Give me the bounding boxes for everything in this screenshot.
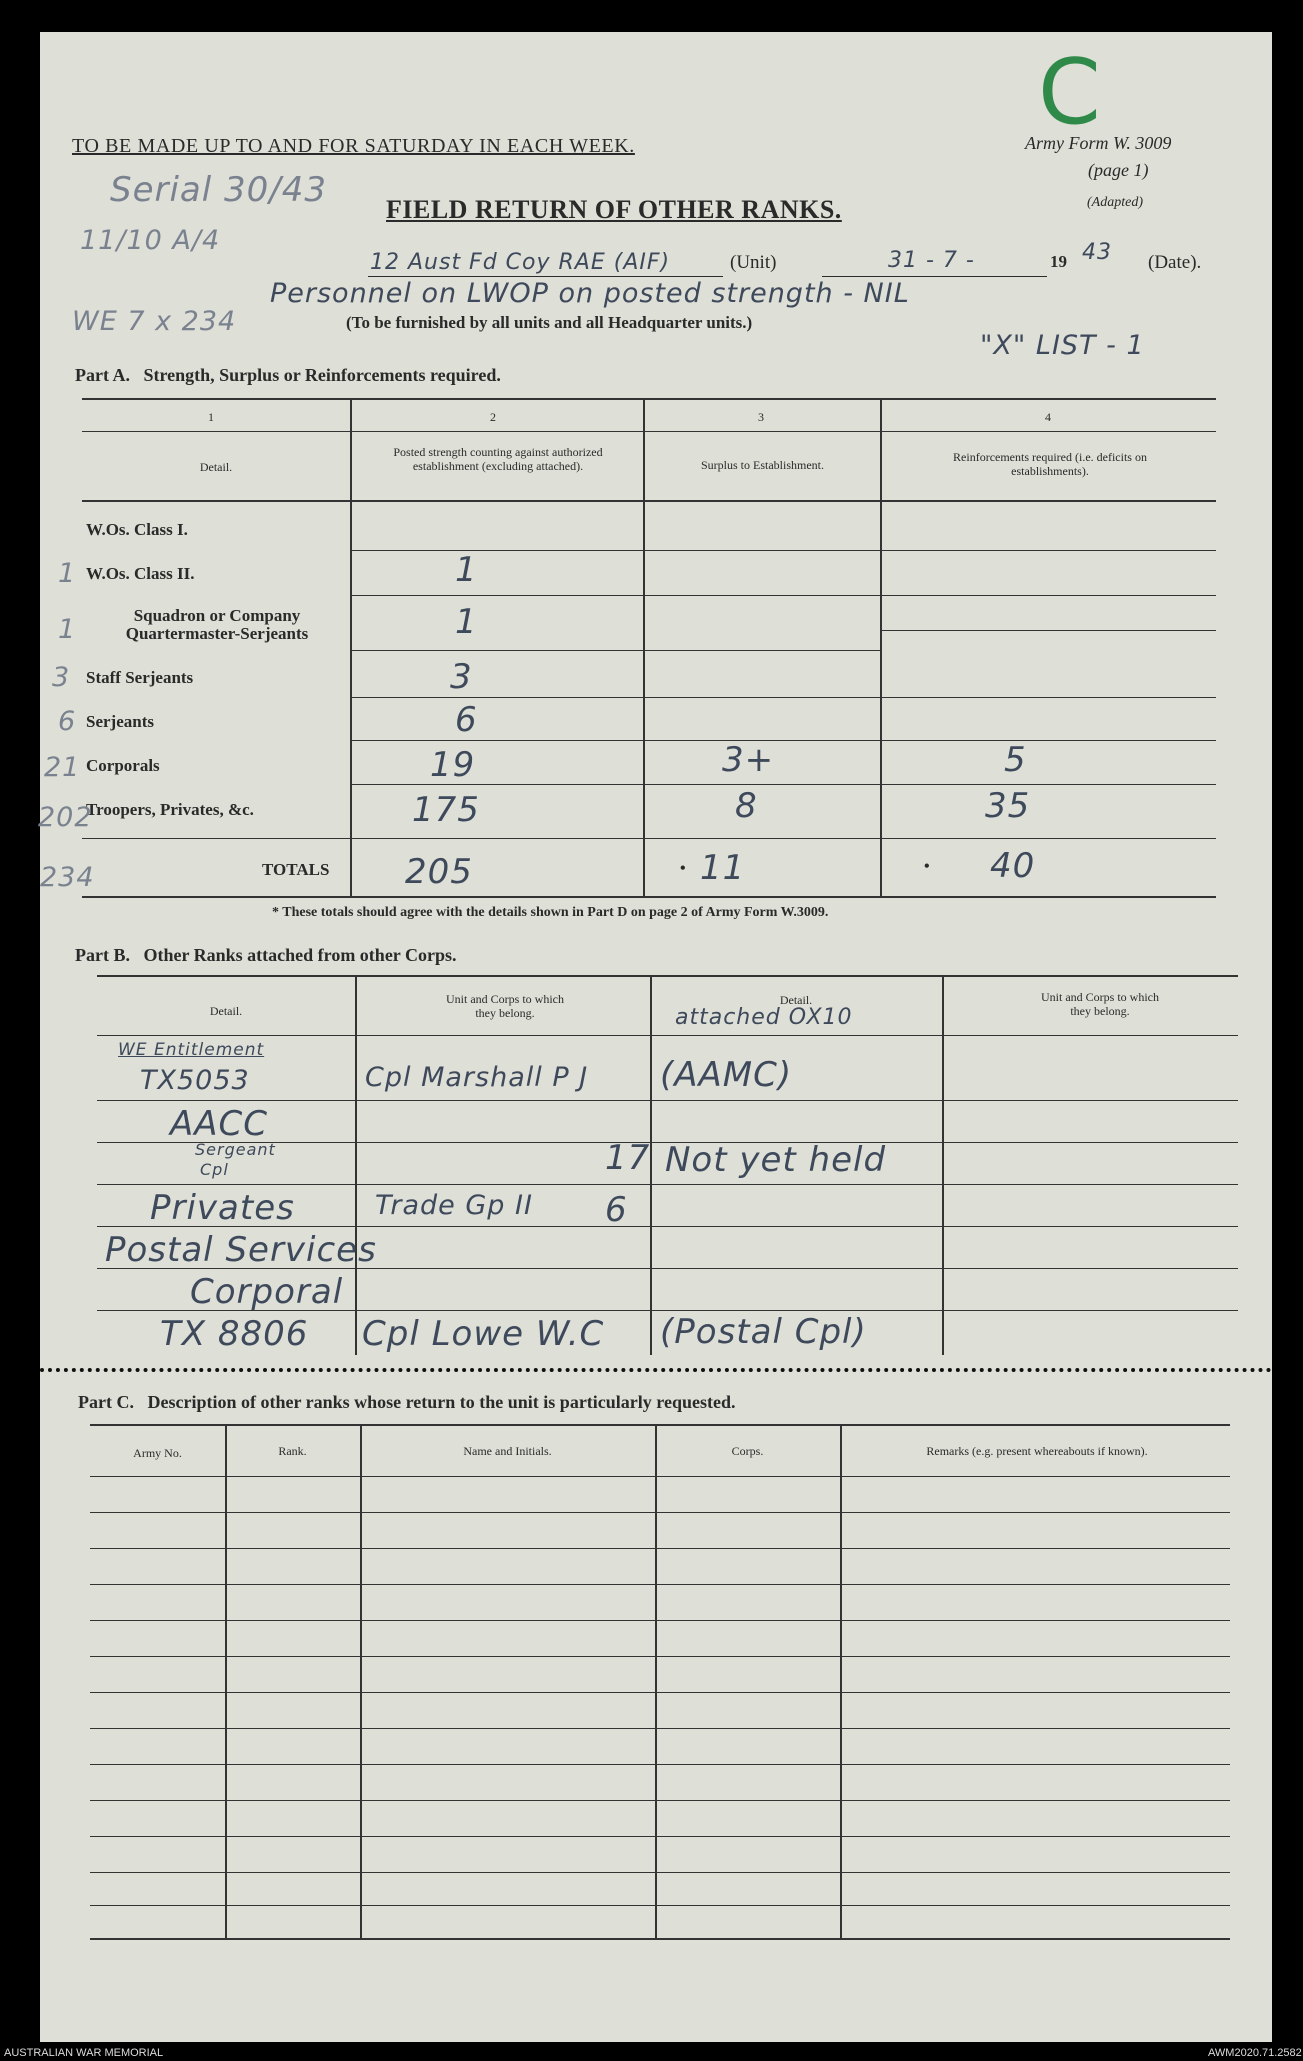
- part-a-col-divider-2: [643, 398, 645, 898]
- row-label: Squadron or Company Quartermaster-Serjeants: [125, 606, 309, 643]
- handwritten-cpl-lowe: Cpl Lowe W.C: [362, 1314, 605, 1354]
- part-c-col-divider-3: [655, 1424, 657, 1940]
- handwritten-we-entitlement: WE Entitlement: [118, 1040, 265, 1060]
- margin-tally: 6: [58, 706, 77, 737]
- margin-tally: 21: [44, 752, 81, 783]
- part-a-top-rule: [82, 398, 1216, 400]
- totals-label: TOTALS: [262, 860, 330, 879]
- col-number: 1: [208, 410, 214, 424]
- handwritten-unit: 12 Aust Fd Coy RAE (AIF): [370, 250, 671, 275]
- handwritten-year: 43: [1082, 240, 1112, 265]
- ruled-row: [90, 1764, 1230, 1765]
- part-c-top-rule: [90, 1424, 1230, 1426]
- margin-tally: 1: [58, 614, 77, 645]
- handwritten-tx8806: TX 8806: [160, 1314, 309, 1354]
- ruled-row: [90, 1800, 1230, 1801]
- ruled-row: [90, 1620, 1230, 1621]
- ruled-row: [90, 1905, 1230, 1906]
- row-label: Serjeants: [86, 712, 154, 731]
- ruled-row: [90, 1656, 1230, 1657]
- date-dotline: [822, 276, 1047, 277]
- row-label: Staff Serjeants: [86, 668, 194, 687]
- reinforcement-value: 5: [1004, 740, 1027, 780]
- part-c-col-header: Remarks (e.g. present whereabouts if known).: [926, 1444, 1148, 1458]
- reinforcement-total: 40: [990, 846, 1036, 886]
- handwritten-date: 31 - 7 -: [888, 248, 975, 273]
- ruled-row: [90, 1836, 1230, 1837]
- surplus-value: 8: [735, 786, 758, 826]
- part-b-col-divider-1: [355, 975, 357, 1355]
- row-label: Corporals: [86, 756, 160, 775]
- part-b-col-header: Detail.: [209, 1004, 243, 1018]
- handwritten-aacc: AACC: [170, 1104, 268, 1144]
- part-b-col-divider-2: [650, 975, 652, 1355]
- posted-value: 6: [455, 700, 478, 740]
- part-b-head-rule: [97, 1035, 1238, 1036]
- handwritten-trade-group: Trade Gp II: [375, 1190, 533, 1221]
- handwritten-we-note: WE 7 x 234: [72, 306, 237, 337]
- handwritten-cpl: Cpl: [200, 1160, 229, 1179]
- handwritten-count-17: 17: [605, 1138, 651, 1178]
- margin-tally: 202: [38, 802, 93, 833]
- margin-tally: 3: [52, 662, 71, 693]
- handwritten-tx-number: TX5053: [140, 1065, 250, 1096]
- handwritten-corner-mark: C: [1038, 40, 1102, 145]
- ruled-row: [90, 1512, 1230, 1513]
- unit-label: (Unit): [730, 252, 777, 273]
- ruled-row: [90, 1476, 1230, 1477]
- col-header-posted: Posted strength counting against authorized establishment (excluding attached).: [393, 445, 603, 473]
- posted-value: 19: [430, 745, 476, 785]
- form-reference: Army Form W. 3009: [1025, 133, 1172, 153]
- col-number: 3: [758, 410, 764, 424]
- col-number: 2: [490, 410, 496, 424]
- part-a-col-divider-3: [880, 398, 882, 898]
- footer-accession-number: AWM2020.71.2582: [1208, 2047, 1302, 2059]
- part-b-col-header: Unit and Corps to which they belong.: [1041, 990, 1159, 1018]
- handwritten-ref: 11/10 A/4: [80, 225, 221, 256]
- row-rule: [350, 595, 1216, 596]
- margin-tally: 234: [40, 862, 95, 893]
- part-c-col-divider-2: [360, 1424, 362, 1940]
- posted-value: 3: [450, 657, 473, 697]
- part-b-col-header: Unit and Corps to which they belong.: [446, 992, 564, 1020]
- surplus-value: 3+: [722, 740, 775, 780]
- row-rule: [97, 1100, 1238, 1101]
- col-number: 4: [1045, 410, 1051, 424]
- part-a-col-divider-1: [350, 398, 352, 898]
- part-b-col-header: Detail.: [779, 993, 813, 1007]
- handwritten-x-list: "X" LIST - 1: [980, 330, 1145, 361]
- posted-total: 205: [405, 852, 473, 892]
- handwritten-cpl-marshall: Cpl Marshall P J: [365, 1062, 589, 1093]
- adapted-label: (Adapted): [1087, 195, 1143, 210]
- handwritten-lwop-note: Personnel on LWOP on posted strength - NIL: [270, 278, 910, 309]
- ruled-row: [90, 1584, 1230, 1585]
- unit-dotline: [368, 276, 723, 277]
- furnish-note: (To be furnished by all units and all Headquarter units.): [346, 313, 753, 332]
- part-a-heading: Part A. Strength, Surplus or Reinforcements required.: [75, 365, 501, 385]
- tear-line: [40, 1368, 1272, 1372]
- handwritten-sergeant: Sergeant: [195, 1140, 276, 1159]
- col-header-reinforcements: Reinforcements required (i.e. deficits on establishments).: [953, 450, 1147, 478]
- handwritten-postal-services: Postal Services: [105, 1230, 377, 1270]
- ruled-row: [90, 1872, 1230, 1873]
- part-c-bottom-rule: [90, 1938, 1230, 1940]
- row-rule: [350, 650, 880, 651]
- part-c-col-header: Name and Initials.: [463, 1444, 552, 1458]
- footer-archive-name: AUSTRALIAN WAR MEMORIAL: [4, 2047, 164, 2059]
- row-rule: [350, 550, 1216, 551]
- part-c-col-header: Rank.: [278, 1444, 307, 1458]
- posted-value: 175: [412, 790, 480, 830]
- part-c-col-divider-1: [225, 1424, 227, 1940]
- row-rule: [350, 784, 1216, 785]
- row-label: W.Os. Class II.: [86, 564, 195, 583]
- surplus-total: 11: [700, 848, 746, 888]
- totals-asterisk: •: [680, 860, 686, 877]
- row-rule: [350, 740, 1216, 741]
- col-header-surplus: Surplus to Establishment.: [701, 458, 824, 472]
- totals-asterisk: •: [924, 858, 930, 875]
- handwritten-aamc: (AAMC): [660, 1055, 793, 1095]
- ruled-row: [90, 1692, 1230, 1693]
- part-c-col-divider-4: [840, 1424, 842, 1940]
- row-rule: [350, 697, 1216, 698]
- part-a-bottom-rule: [82, 896, 1216, 898]
- weekly-instruction: TO BE MADE UP TO AND FOR SATURDAY IN EACH WEEK.: [72, 135, 635, 157]
- part-a-num-rule: [82, 431, 1216, 432]
- posted-value: 1: [455, 550, 478, 590]
- page-label: (page 1): [1088, 160, 1149, 180]
- page-title: FIELD RETURN OF OTHER RANKS.: [386, 195, 842, 224]
- handwritten-not-held: Not yet held: [665, 1140, 887, 1180]
- part-c-col-header: Corps.: [731, 1444, 764, 1458]
- part-c-col-header: Army No.: [133, 1446, 182, 1460]
- part-c-heading: Part C. Description of other ranks whose return to the unit is particularly requested.: [78, 1392, 736, 1412]
- handwritten-privates: Privates: [150, 1188, 295, 1228]
- ruled-row: [90, 1728, 1230, 1729]
- part-b-heading: Part B. Other Ranks attached from other Corps.: [75, 945, 457, 965]
- year-prefix: 19: [1050, 252, 1067, 271]
- handwritten-postal-cpl: (Postal Cpl): [660, 1312, 867, 1352]
- row-rule: [880, 630, 1216, 631]
- handwritten-count-6: 6: [605, 1190, 628, 1230]
- date-label: (Date).: [1148, 252, 1202, 273]
- row-rule: [97, 1184, 1238, 1185]
- handwritten-corporal: Corporal: [190, 1272, 344, 1312]
- ruled-row: [90, 1548, 1230, 1549]
- handwritten-attached: attached OX10: [675, 1005, 853, 1030]
- row-label: W.Os. Class I.: [86, 520, 188, 539]
- part-b-col-divider-3: [942, 975, 944, 1355]
- posted-value: 1: [455, 602, 478, 642]
- part-b-top-rule: [97, 975, 1238, 977]
- row-rule: [82, 838, 1216, 839]
- row-label: Troopers, Privates, &c.: [86, 800, 254, 819]
- col-header-detail: Detail.: [199, 460, 233, 474]
- margin-tally: 1: [58, 558, 77, 589]
- reinforcement-value: 35: [985, 786, 1031, 826]
- part-a-head-rule: [82, 500, 1216, 502]
- part-a-footnote: * These totals should agree with the details shown in Part D on page 2 of Army Form W.3009.: [272, 905, 829, 920]
- handwritten-serial: Serial 30/43: [110, 170, 327, 210]
